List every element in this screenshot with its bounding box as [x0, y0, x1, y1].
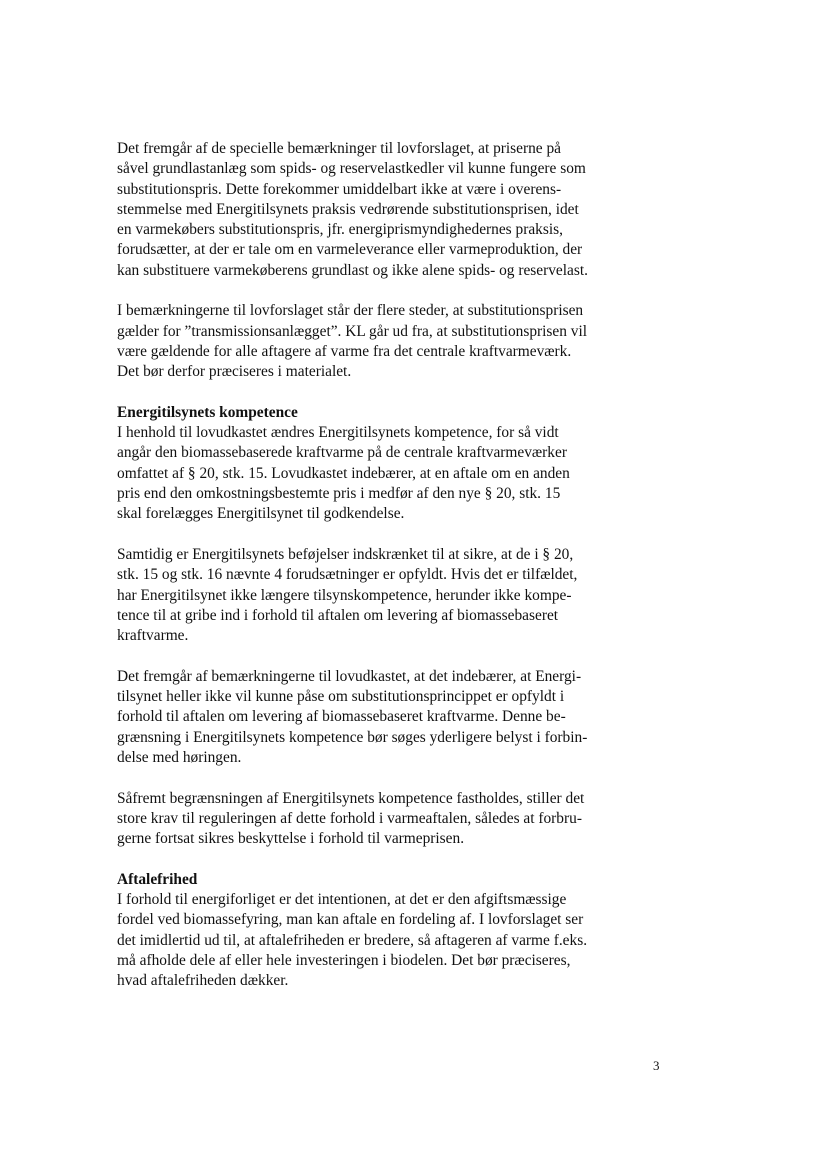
paragraph-substitutionsprincip	[117, 667, 637, 768]
paragraph-befojelser	[117, 545, 637, 646]
text-line: skal forelægges Energitilsynet til godkendelse.	[117, 505, 405, 523]
paragraph-gap	[117, 281, 637, 301]
text-line: I bemærkningerne til lovforslaget står der flere steder, at substitutionsprisen	[117, 302, 584, 320]
text-line: har Energitilsynet ikke længere tilsynskompetence, herunder ikke kompe-	[117, 586, 572, 604]
text-line: såvel grundlastanlæg som spids- og reservelastkedler vil kunne fungere som	[117, 160, 586, 178]
text-line: Det fremgår af bemærkningerne til lovudkastet, at det indebærer, at Energi-	[117, 667, 582, 685]
section-heading: Aftalefrihed	[117, 870, 198, 888]
paragraph-gap	[117, 768, 637, 788]
text-line: angår den biomassebaserede kraftvarme på de centrale kraftvarmeværker	[117, 444, 567, 462]
text-line: I henhold til lovudkastet ændres Energitilsynets kompetence, for så vidt	[117, 424, 559, 442]
text-line: delse med høringen.	[117, 748, 242, 766]
text-line: Såfremt begrænsningen af Energitilsynets kompetence fastholdes, stiller det	[117, 789, 585, 807]
paragraph-begraensning	[117, 789, 637, 850]
text-line: stemmelse med Energitilsynets praksis vedrørende substitutionsprisen, idet	[117, 200, 579, 218]
text-line: forhold til aftalen om levering af biomassebaseret kraftvarme. Denne be-	[117, 708, 566, 726]
page-number: 3	[653, 1058, 660, 1073]
section-energitilsynets-kompetence	[117, 403, 637, 525]
paragraph-gap	[117, 383, 637, 403]
text-line: kan substituere varmekøberens grundlast og ikke alene spids- og reservelast.	[117, 261, 588, 279]
text-line: tilsynet heller ikke vil kunne påse om substitutionsprincippet er opfyldt i	[117, 688, 565, 706]
text-line: forudsætter, at der er tale om en varmeleverance eller varmeproduktion, der	[117, 241, 583, 259]
section-heading: Energitilsynets kompetence	[117, 403, 298, 421]
paragraph-gap	[117, 646, 637, 666]
text-line: Det fremgår af de specielle bemærkninger til lovforslaget, at priserne på	[117, 140, 562, 157]
text-line: Det bør derfor præciseres i materialet.	[117, 363, 352, 381]
text-line: tence til at gribe ind i forhold til aftalen om levering af biomassebaseret	[117, 606, 559, 624]
document-body	[117, 139, 637, 991]
text-line: omfattet af § 20, stk. 15. Lovudkastet indebærer, at en aftale om en anden	[117, 464, 570, 482]
text-line: pris end den omkostningsbestemte pris i medfør af den nye § 20, stk. 15	[117, 485, 561, 503]
section-aftalefrihed	[117, 870, 637, 992]
text-line: I forhold til energiforliget er det intentionen, at det er den afgiftsmæssige	[117, 890, 567, 908]
paragraph-substitution-price	[117, 139, 637, 281]
text-line: stk. 15 og stk. 16 nævnte 4 forudsætninger er opfyldt. Hvis det er tilfældet,	[117, 566, 578, 584]
text-line: fordel ved biomassefyring, man kan aftale en fordeling af. I lovforslaget ser	[117, 911, 584, 929]
text-line: grænsning i Energitilsynets kompetence bør søges yderligere belyst i forbin-	[117, 728, 588, 746]
text-line: en varmekøbers substitutionspris, jfr. energiprismyndighedernes praksis,	[117, 221, 563, 239]
text-line: kraftvarme.	[117, 627, 189, 645]
text-line: gerne fortsat sikres beskyttelse i forhold til varmeprisen.	[117, 830, 465, 848]
paragraph-gap	[117, 849, 637, 869]
text-line: store krav til reguleringen af dette forhold i varmeaftalen, således at forbru-	[117, 809, 582, 827]
text-line: må afholde dele af eller hele investeringen i biodelen. Det bør præciseres,	[117, 951, 571, 969]
text-line: Samtidig er Energitilsynets beføjelser indskrænket til at sikre, at de i § 20,	[117, 545, 574, 563]
text-line: substitutionspris. Dette forekommer umiddelbart ikke at være i overens-	[117, 180, 562, 198]
paragraph-transmission	[117, 301, 637, 382]
text-line: det imidlertid ud til, at aftalefriheden er bredere, så aftageren af varme f.eks.	[117, 931, 588, 949]
text-line: være gældende for alle aftagere af varme fra det centrale kraftvarmeværk.	[117, 342, 572, 360]
text-line: gælder for ”transmissionsanlægget”. KL går ud fra, at substitutionsprisen vil	[117, 322, 588, 340]
paragraph-gap	[117, 525, 637, 545]
text-line: hvad aftalefriheden dækker.	[117, 972, 289, 990]
